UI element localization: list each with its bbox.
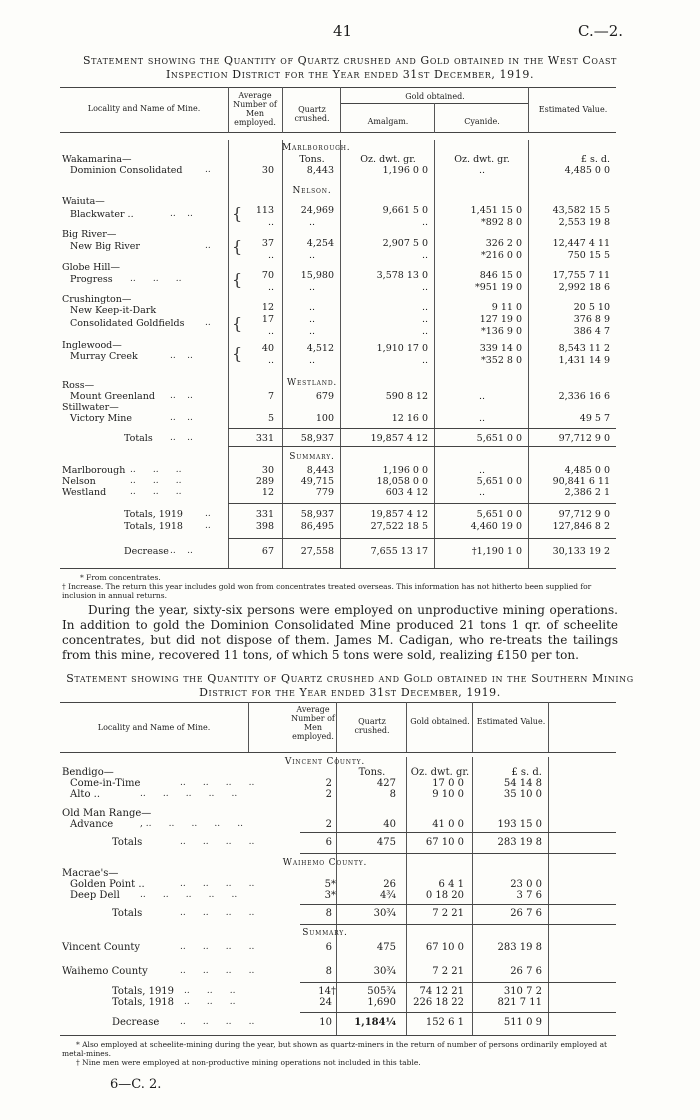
document-reference: C.—2. xyxy=(578,22,624,40)
col-locality: Locality and Name of Mine. xyxy=(97,723,211,732)
col-value: Estimated Value. xyxy=(476,717,546,726)
col-quartz: Quartz crushed. xyxy=(294,105,330,123)
col-men: Average Number of Men employed. xyxy=(233,91,277,127)
section-waihemo-county: Waihemo County. xyxy=(282,858,368,868)
unit-tons: Tons. xyxy=(358,767,386,778)
col-locality: Locality and Name of Mine. xyxy=(87,104,201,113)
section-summary: Summary. xyxy=(302,928,348,938)
table1-title: Statement showing the Quantity of Quartz crushed and Gold obtained in the West Coast Inspection District for the Year ended 31st December, 1919. xyxy=(83,54,617,81)
unit-value: £ s. d. xyxy=(511,767,542,778)
footnote: * Also employed at scheelite-mining during the year, but shown as quartz-miners in the return of number of persons ordinarily employed at metal-mines. xyxy=(62,1040,608,1058)
col-quartz: Quartz crushed. xyxy=(354,717,390,735)
col-amalgam: Amalgam. xyxy=(367,117,409,126)
unit-tons: Tons. xyxy=(299,154,325,165)
section-summary: Summary. xyxy=(289,452,335,462)
page-number: 41 xyxy=(333,22,353,40)
unit-cyanide: Oz. dwt. gr. xyxy=(454,154,510,165)
footnote: * From concentrates. xyxy=(80,573,161,582)
section-westland: Westland. xyxy=(286,378,338,388)
col-cyanide: Cyanide. xyxy=(464,117,500,126)
table2-title: Statement showing the Quantity of Quartz crushed and Gold obtained in the Southern Mining District for the Year ended 31st December, 1919. xyxy=(66,672,634,699)
footnote: † Nine men were employed at non-productive mining operations not included in this table. xyxy=(76,1058,421,1067)
col-gold: Gold obtained. xyxy=(405,92,465,101)
section-vincent-county: Vincent County. xyxy=(284,757,366,767)
col-gold: Gold obtained. xyxy=(410,717,470,726)
body-paragraph: During the year, sixty-six persons were employed on unproductive mining operations. In addition to gold the Dominion Consolidated Mine produced 21 tons 1 qr. of scheelite concentrates, but did not dispose of them. James M. Cadigan, who re-treats the tailings from this mine, recovered 11 tons, of which 5 tons were sold, realizing £150 per ton. xyxy=(62,603,618,662)
section-marlborough: Marlborough. xyxy=(282,143,351,153)
col-men: Average Number of Men employed. xyxy=(291,705,335,741)
page-signature: 6—C. 2. xyxy=(110,1077,162,1092)
unit-gold: Oz. dwt. gr. xyxy=(410,767,470,778)
unit-amalgam: Oz. dwt. gr. xyxy=(360,154,416,165)
col-value: Estimated Value. xyxy=(538,105,608,114)
unit-value: £ s. d. xyxy=(580,154,610,165)
section-nelson: Nelson. xyxy=(292,186,332,196)
footnote: † Increase. The return this year includes gold won from concentrates treated overseas. This information has not hitherto been supplied for inclusion in annual returns. xyxy=(62,582,592,600)
